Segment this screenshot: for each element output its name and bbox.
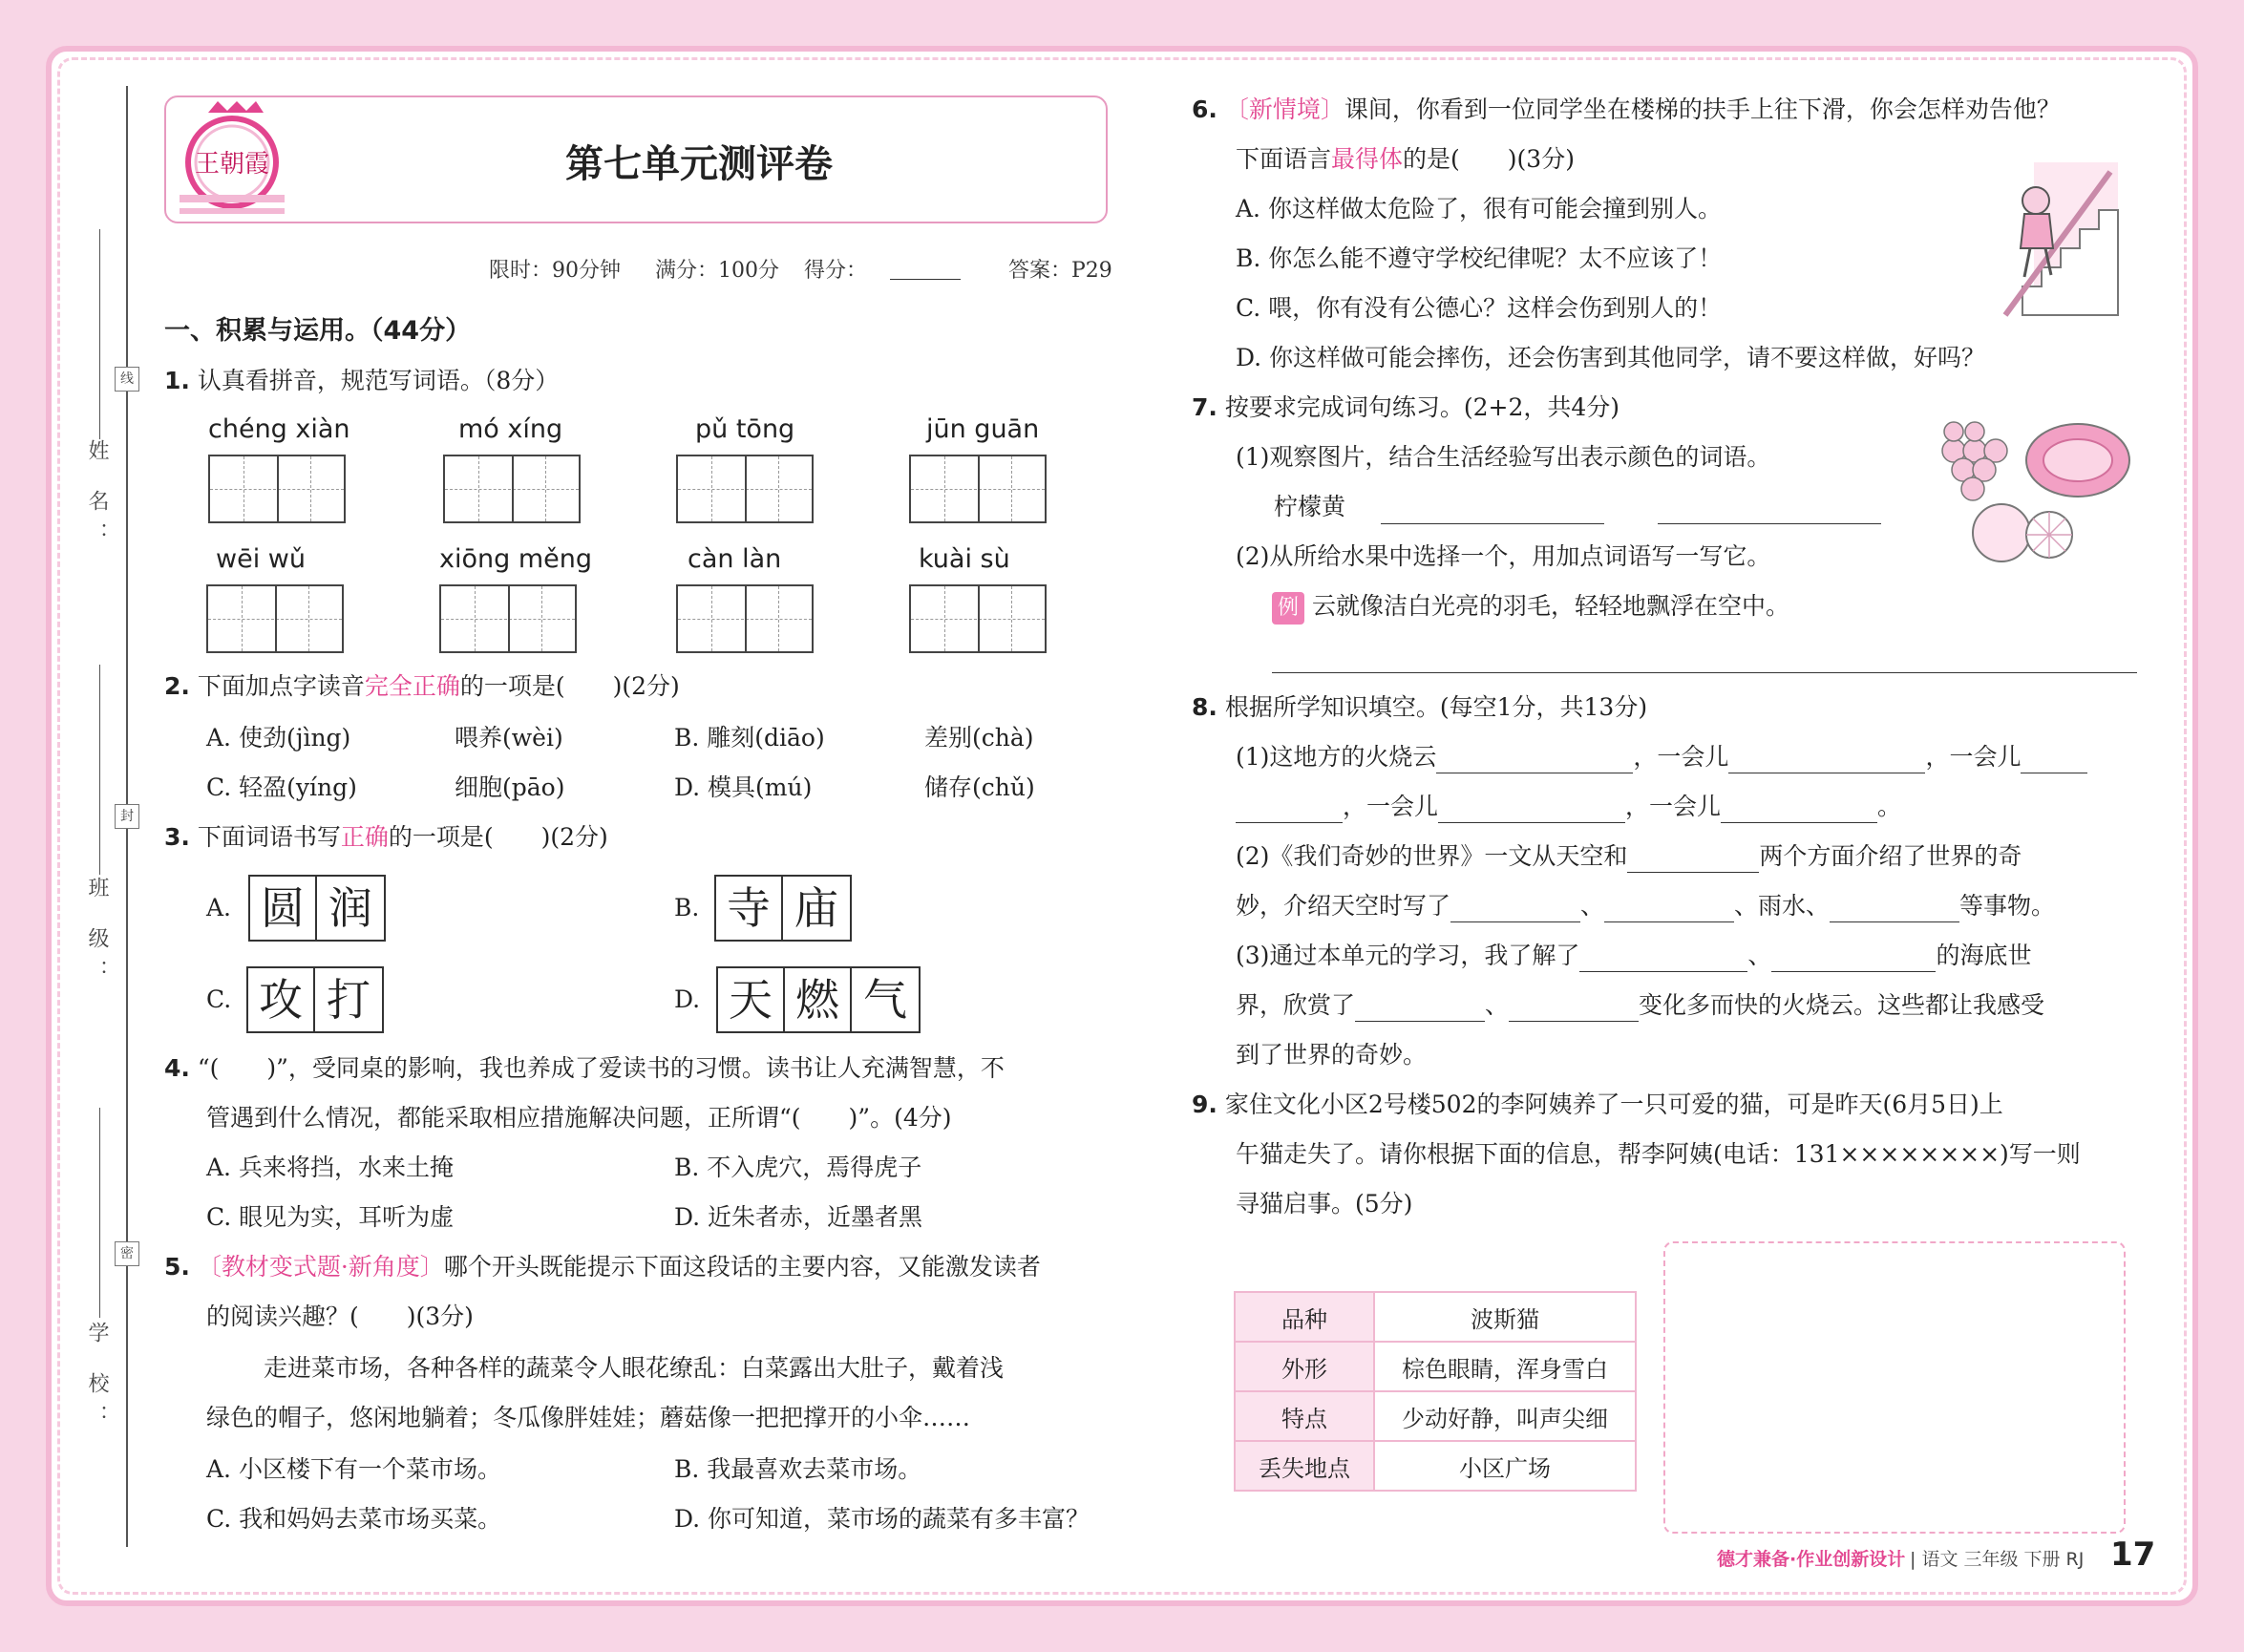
option-c[interactable]: C. 喂，你有没有公德心？这样会伤到别人的！ [1236,294,1723,322]
answer-writing-box[interactable] [1663,1241,2126,1534]
pinyin: chéng xiàn [208,414,350,444]
word-box-d: 天 燃 气 [716,966,921,1033]
question-4: 4. “( )”，受同桌的影响，我也养成了爱读书的习惯。读书让人充满智慧，不 [164,1054,1005,1082]
writing-grid[interactable] [208,455,346,523]
word-box-c: 攻 打 [246,966,384,1033]
question-7-part2: (2)从所给水果中选择一个，用加点词语写一写它。 [1236,542,1771,570]
table-row: 外形 棕色眼睛，浑身雪白 [1235,1342,1636,1391]
option-a[interactable]: A. [206,894,232,921]
school-field-line[interactable] [99,1108,100,1318]
option-c[interactable]: C. [206,985,232,1013]
question-6: 6. 〔新情境〕课间，你看到一位同学坐在楼梯的扶手上往下滑，你会怎样劝告他？ [1192,95,2061,123]
question-8: 8. 根据所学知识填空。(每空1分，共13分) [1192,693,1648,721]
pinyin: kuài sù [919,544,1010,574]
option-b-word2: 差别(chà) [924,724,1034,752]
option-d[interactable]: D. [674,985,701,1013]
word-box-b: 寺 庙 [714,875,852,942]
footer-brand: 德才兼备·作业创新设计 [1717,1549,1906,1570]
footer-info: | 语文 三年级 下册 RJ [1910,1549,2085,1570]
writing-grid[interactable] [443,455,581,523]
fill-line-2: ，一会儿 ，一会儿 。 [1236,791,1901,823]
question-4-line2: 管遇到什么情况，都能采取相应措施解决问题，正所谓“( )”。(4分) [206,1104,952,1132]
table-row: 品种 波斯猫 [1235,1292,1636,1342]
fruit-illustration [1925,411,2135,571]
question-2: 2. 下面加点字读音完全正确的一项是( )(2分) [164,672,680,700]
color-word-blank[interactable] [1658,523,1881,524]
pinyin: wēi wǔ [216,544,306,574]
option-d[interactable]: D. 模具(mú) [674,773,813,801]
cat-info-table [1234,1291,1637,1492]
question-6-line2: 下面语言最得体的是( )(3分) [1236,145,1575,173]
fill-line-4: 妙，介绍天空时写了 、 、雨水、 等事物。 [1236,890,2055,922]
writing-grid[interactable] [909,584,1047,653]
passage-line: 走进菜市场，各种各样的蔬菜令人眼花缭乱：白菜露出大肚子，戴着浅 [264,1354,1005,1382]
option-a[interactable]: A. 小区楼下有一个菜市场。 [206,1455,501,1483]
binding-mark: 线 [115,367,139,392]
writing-grid[interactable] [206,584,344,653]
score-field[interactable] [890,279,961,280]
name-label: 姓 名： [85,439,109,555]
option-d[interactable]: D. 你这样做可能会摔伤，还会伤害到其他同学，请不要这样做，好吗？ [1236,344,1986,371]
section-heading: 一、积累与运用。（44分） [164,316,472,346]
writing-grid[interactable] [676,584,814,653]
class-label: 班 级： [85,877,109,992]
binding-mark: 封 [115,804,139,829]
fill-line-3: (2)《我们奇妙的世界》一文从天空和 两个方面介绍了世界的奇 [1236,840,2022,873]
question-5-line2: 的阅读兴趣？( )(3分) [206,1303,474,1330]
full-score: 满分：100分 [655,259,779,283]
fill-line-5: (3)通过本单元的学习，我了解了 、 的海底世 [1236,940,2031,972]
question-7-part1: (1)观察图片，结合生活经验写出表示颜色的词语。 [1236,443,1771,471]
color-word-blank[interactable] [1381,523,1604,524]
sentence-blank[interactable] [1272,672,2137,673]
question-9: 9. 家住文化小区2号楼502的李阿姨养了一只可爱的猫，可是昨天(6月5日)上 [1192,1091,2003,1118]
option-d[interactable]: D. 近朱者赤，近墨者黑 [674,1203,923,1231]
option-c-word2: 细胞(pāo) [455,773,565,801]
option-d[interactable]: D. 你可知道，菜市场的蔬菜有多丰富？ [674,1505,1090,1533]
fill-line-1: (1)这地方的火烧云 ，一会儿 ，一会儿 [1236,741,2087,773]
school-label: 学 校： [85,1322,109,1437]
binding-mark: 密 [115,1241,139,1266]
word-box-a: 圆 润 [248,875,386,942]
question-5: 5. 〔教材变式题·新角度〕哪个开头既能提示下面这段话的主要内容，又能激发读者 [164,1253,1041,1281]
page-title: 第七单元测评卷 [565,142,833,186]
option-b[interactable]: B. 我最喜欢去菜市场。 [674,1455,922,1483]
writing-grid[interactable] [676,455,814,523]
svg-text:王朝霞: 王朝霞 [194,150,270,179]
pinyin: xiōng měng [439,544,592,574]
option-a-word2: 喂养(wèi) [455,724,563,752]
option-a[interactable]: A. 兵来将挡，水来土掩 [206,1154,454,1181]
pinyin: pǔ tōng [695,414,795,444]
fill-line-7: 到了世界的奇妙。 [1236,1041,1428,1069]
question-3: 3. 下面词语书写正确的一项是( )(2分) [164,823,608,851]
option-b[interactable]: B. 你怎么能不遵守学校纪律呢？太不应该了！ [1236,244,1723,272]
option-a[interactable]: A. 使劲(jìng) [206,724,351,752]
writing-grid[interactable] [439,584,577,653]
pinyin: jūn guān [926,414,1040,444]
writing-grid[interactable] [909,455,1047,523]
option-d-word2: 储存(chǔ) [924,773,1035,801]
option-c[interactable]: C. 轻盈(yíng) [206,773,357,801]
example-sentence: 例 云就像洁白光亮的羽毛，轻轻地飘浮在空中。 [1272,590,1789,625]
fill-line-6: 界，欣赏了 、 变化多而快的火烧云。这些都让我感受 [1236,989,2044,1022]
table-row: 丢失地点 小区广场 [1235,1441,1636,1491]
pinyin: càn làn [688,544,782,574]
stair-slide-illustration [1996,153,2120,321]
time-limit: 限时：90分钟 [489,259,621,283]
question-1: 1. 认真看拼音，规范写词语。（8分） [164,367,560,394]
option-c[interactable]: C. 我和妈妈去菜市场买菜。 [206,1505,502,1533]
option-c[interactable]: C. 眼见为实，耳听为虚 [206,1203,455,1231]
option-b[interactable]: B. 雕刻(diāo) [674,724,825,752]
question-9-line3: 寻猫启事。(5分) [1236,1190,1413,1218]
name-field-line[interactable] [99,229,100,439]
class-field-line[interactable] [99,665,100,875]
option-b[interactable]: B. [674,894,700,921]
score-label: 得分： [804,259,868,283]
answer-ref: 答案：P29 [1008,259,1112,283]
option-a[interactable]: A. 你这样做太危险了，很有可能会撞到别人。 [1236,195,1722,222]
passage-line: 绿色的帽子，悠闲地躺着；冬瓜像胖娃娃；蘑菇像一把把撑开的小伞…… [206,1404,971,1431]
pinyin: mó xíng [458,414,563,444]
question-7: 7. 按要求完成词句练习。(2+2，共4分) [1192,393,1620,421]
page-number: 17 [2110,1536,2156,1574]
question-9-line2: 午猫走失了。请你根据下面的信息，帮李阿姨(电话：131××××××××)写一则 [1236,1140,2081,1168]
lemon-yellow-label: 柠檬黄 [1274,493,1346,520]
option-b[interactable]: B. 不入虎穴，焉得虎子 [674,1154,922,1181]
table-row: 特点 少动好静，叫声尖细 [1235,1391,1636,1441]
